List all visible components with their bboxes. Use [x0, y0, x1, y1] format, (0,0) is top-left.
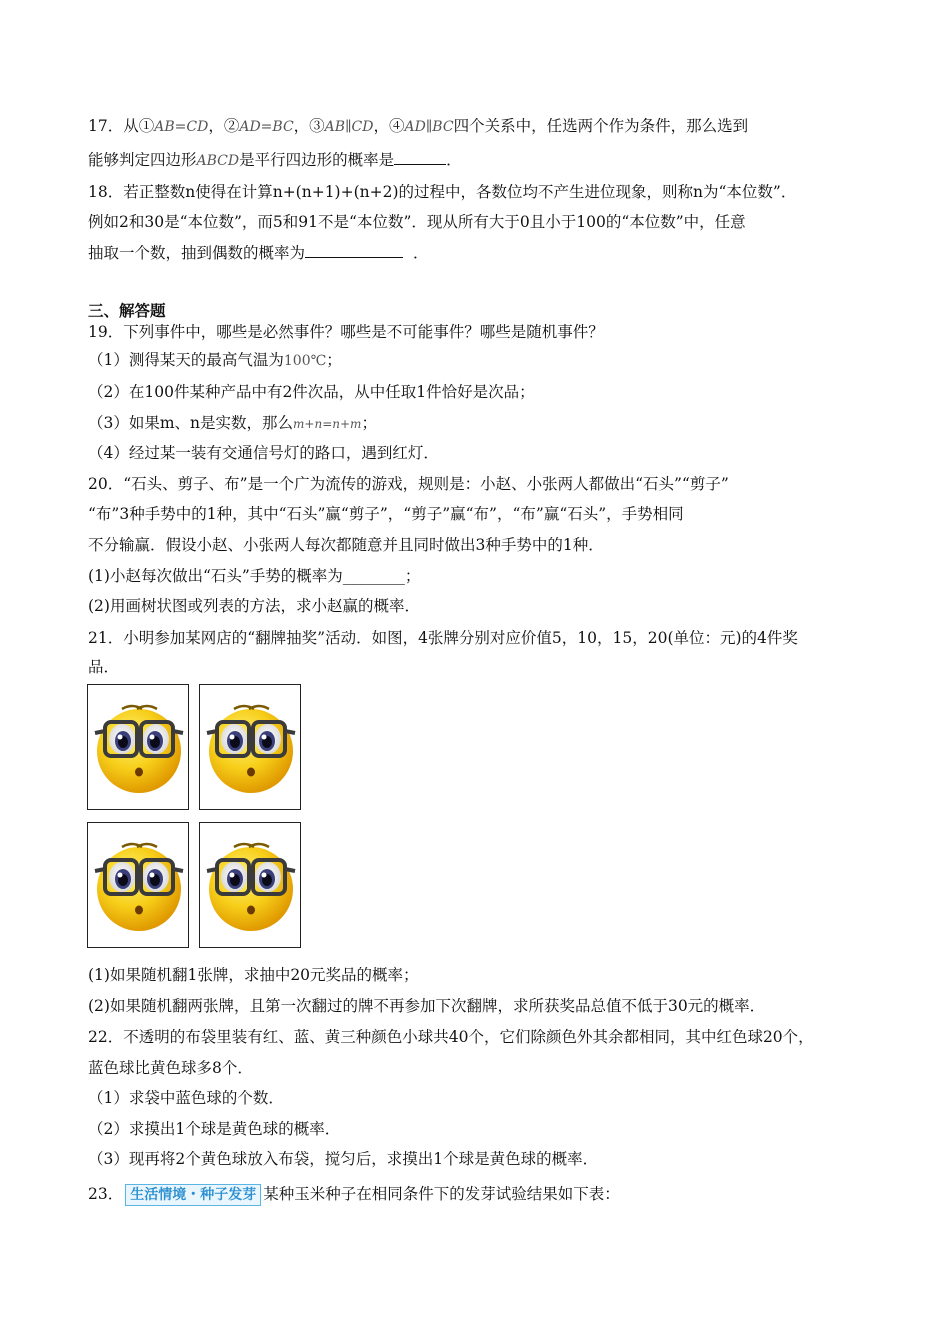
- question-18-line-2: 例如2和30是“本位数”，而5和91不是“本位数”．现从所有大于0且小于100的“本位数”中，任意: [88, 213, 746, 231]
- nerd-emoji-face-icon: [92, 699, 186, 795]
- section-heading: 三、解答题: [88, 302, 166, 320]
- q17-text: ，②: [208, 117, 240, 135]
- question-20-part-1: [88, 566, 420, 586]
- prize-card-3[interactable]: [87, 822, 189, 948]
- q23-number: 23．: [88, 1185, 124, 1203]
- q23-text: 某种玉米种子在相同条件下的发芽试验结果如下表：: [263, 1185, 620, 1203]
- question-22-part-2: （2）求摸出1个球是黄色球的概率．: [88, 1120, 341, 1138]
- q19-text: （1）测得某天的最高气温为: [88, 351, 284, 369]
- question-18-line-3: [88, 243, 429, 263]
- q20-text: (1)小赵每次做出“石头”手势的概率为: [88, 567, 343, 585]
- question-18-line-1: 18．若正整数n使得在计算n+(n+1)+(n+2)的过程中，各数位均不产生进位现象，则称n为“本位数”．: [88, 183, 797, 201]
- question-17-line-1: [88, 116, 748, 137]
- answer-blank[interactable]: [305, 243, 403, 258]
- question-19-item-4: （4）经过某一装有交通信号灯的路口，遇到红灯．: [88, 444, 439, 462]
- nerd-emoji-face-icon: [204, 699, 298, 795]
- q17-condition-2: AD=BC: [239, 119, 294, 135]
- q19-text: ；: [326, 351, 342, 369]
- q18-text: 抽取一个数，抽到偶数的概率为: [88, 244, 306, 262]
- question-20-part-2: (2)用画树状图或列表的方法，求小赵赢的概率．: [88, 597, 420, 615]
- nerd-emoji-face-icon: [204, 837, 298, 933]
- prize-card-4[interactable]: [199, 822, 301, 948]
- answer-blank[interactable]: [394, 150, 446, 165]
- question-21-part-1: (1)如果随机翻1张牌，求抽中20元奖品的概率；: [88, 966, 419, 984]
- q17-text: 17．从①: [88, 117, 155, 135]
- q20-text: ；: [404, 567, 421, 585]
- question-20-line-2: “布”3种手势中的1种，其中“石头”赢“剪子”，“剪子”赢“布”，“布”赢“石头”，手势相同: [88, 505, 684, 523]
- q17-text: ，④: [373, 117, 405, 135]
- question-21-line-2: 品．: [88, 658, 120, 676]
- q19-equation: m+n=n+m: [293, 417, 362, 431]
- q18-text: ．: [413, 244, 429, 262]
- question-22-part-3: （3）现再将2个黄色球放入布袋，搅匀后，求摸出1个球是黄色球的概率．: [88, 1150, 599, 1168]
- q17-condition-4: AD∥BC: [404, 119, 454, 135]
- question-19-item-2: （2）在100件某种产品中有2件次品，从中任取1件恰好是次品；: [88, 383, 535, 401]
- prize-card-1[interactable]: [87, 684, 189, 810]
- context-tag-badge: 生活情境・种子发芽: [125, 1184, 261, 1206]
- question-20-line-1: 20．“石头、剪子、布”是一个广为流传的游戏，规则是：小赵、小张两人都做出“石头”“剪子”: [88, 475, 729, 493]
- question-22-line-2: 蓝色球比黄色球多8个．: [88, 1059, 253, 1077]
- q17-condition-3: AB∥CD: [324, 119, 374, 135]
- q17-text: 是平行四边形的概率是: [239, 151, 395, 169]
- question-22-line-1: 22．不透明的布袋里装有红、蓝、黄三种颜色小球共40个，它们除颜色外其余都相同，其中红色球20个，: [88, 1028, 814, 1046]
- answer-blank[interactable]: ________: [342, 567, 405, 585]
- question-21-line-1: 21．小明参加某网店的“翻牌抽奖”活动．如图，4张牌分别对应价值5，10，15，20(单位：元)的4件奖: [88, 629, 798, 647]
- question-20-line-3: 不分输赢．假设小赵、小张两人每次都随意并且同时做出3种手势中的1种．: [88, 536, 604, 554]
- q17-text: ，③: [293, 117, 325, 135]
- q17-quadrilateral: ABCD: [196, 153, 240, 169]
- question-17-line-2: [88, 150, 462, 171]
- q17-text: ．: [446, 151, 462, 169]
- q17-condition-1: AB=CD: [154, 119, 209, 135]
- q19-text: （3）如果m、n是实数，那么: [88, 414, 294, 432]
- question-19-item-1: [88, 350, 342, 371]
- question-21-part-2: (2)如果随机翻两张牌，且第一次翻过的牌不再参加下次翻牌，求所获奖品总值不低于30元的概率．: [88, 997, 766, 1015]
- question-19-item-3: [88, 413, 377, 434]
- prize-card-2[interactable]: [199, 684, 301, 810]
- nerd-emoji-face-icon: [92, 837, 186, 933]
- q17-text: 能够判定四边形: [88, 151, 197, 169]
- question-23-line-1: [88, 1184, 620, 1206]
- question-22-part-1: （1）求袋中蓝色球的个数．: [88, 1089, 284, 1107]
- question-19-stem: 19．下列事件中，哪些是必然事件？哪些是不可能事件？哪些是随机事件？: [88, 323, 604, 341]
- q19-temperature: 100℃: [283, 353, 327, 369]
- q17-text: 四个关系中，任选两个作为条件，那么选到: [453, 117, 749, 135]
- q19-text: ；: [361, 414, 377, 432]
